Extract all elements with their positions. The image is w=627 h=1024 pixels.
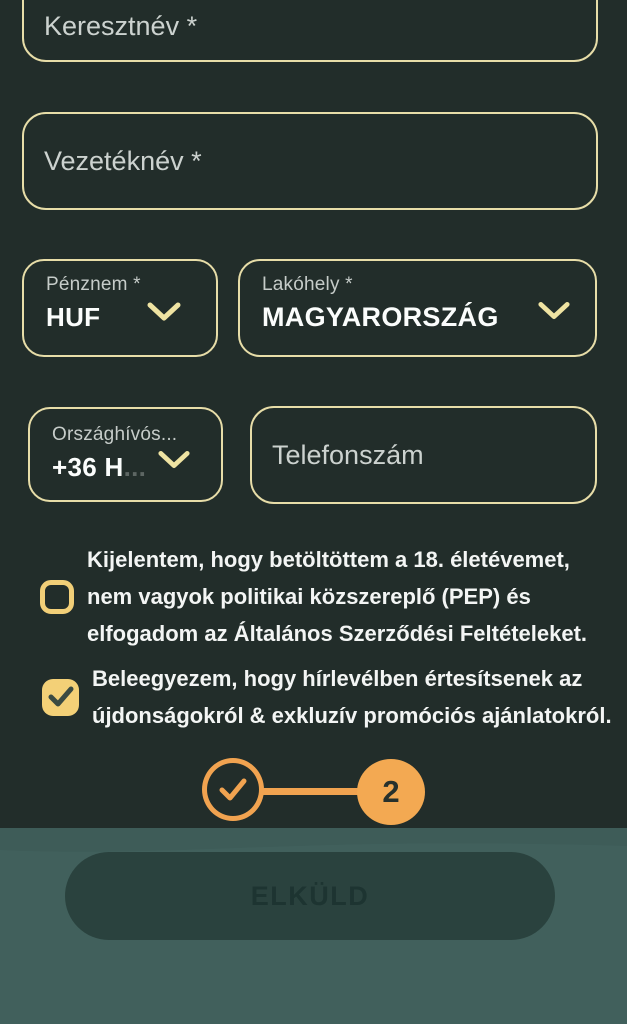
phone-input[interactable] — [252, 408, 595, 502]
check-icon — [48, 686, 74, 708]
country-code-label: Országhívós... — [52, 424, 178, 445]
age-consent-line: Kijelentem, hogy betöltöttem a 18. életévemet, — [87, 547, 570, 572]
step-1-completed[interactable] — [202, 758, 264, 821]
newsletter-consent-line: újdonságokról & exkluzív promóciós ajánlatokról. — [92, 703, 612, 728]
first-name-input[interactable] — [24, 0, 596, 60]
newsletter-consent-line: Beleegyezem, hogy hírlevélben értesítsenek az — [92, 666, 583, 691]
age-consent-line: nem vagyok politikai közszereplő (PEP) és — [87, 584, 531, 609]
age-consent-checkbox[interactable] — [40, 580, 74, 614]
country-code-select[interactable] — [28, 407, 223, 502]
country-code-value: +36 H — [52, 452, 124, 482]
footer-panel — [0, 828, 627, 1024]
chevron-down-icon — [157, 449, 191, 471]
country-code-truncation: ... — [123, 452, 147, 482]
age-consent-row — [40, 541, 587, 652]
chevron-down-icon — [146, 301, 182, 323]
residence-value: MAGYARORSZÁG — [262, 302, 499, 332]
age-consent-label — [87, 541, 587, 652]
newsletter-consent-checkbox[interactable] — [42, 679, 79, 716]
check-icon — [217, 777, 249, 803]
phone-field[interactable] — [250, 406, 597, 504]
residence-select[interactable] — [238, 259, 597, 357]
currency-value-row — [46, 302, 216, 333]
currency-label: Pénznem * — [46, 274, 141, 295]
chevron-down-icon — [537, 300, 571, 322]
newsletter-consent-row — [42, 660, 612, 734]
last-name-input[interactable] — [24, 114, 596, 208]
first-name-field[interactable] — [22, 0, 598, 62]
last-name-field[interactable] — [22, 112, 598, 210]
newsletter-consent-label — [92, 660, 612, 734]
submit-button[interactable]: ELKÜLD — [65, 852, 555, 940]
age-consent-line: elfogadom az Általános Szerződési Feltételeket. — [87, 621, 588, 646]
step-2-current[interactable]: 2 — [357, 759, 425, 825]
step-connector-line — [262, 788, 360, 795]
currency-select[interactable] — [22, 259, 218, 357]
country-code-value-row — [52, 452, 221, 483]
residence-label: Lakóhely * — [262, 274, 353, 295]
currency-value: HUF — [46, 302, 101, 332]
residence-value-row — [262, 302, 595, 333]
